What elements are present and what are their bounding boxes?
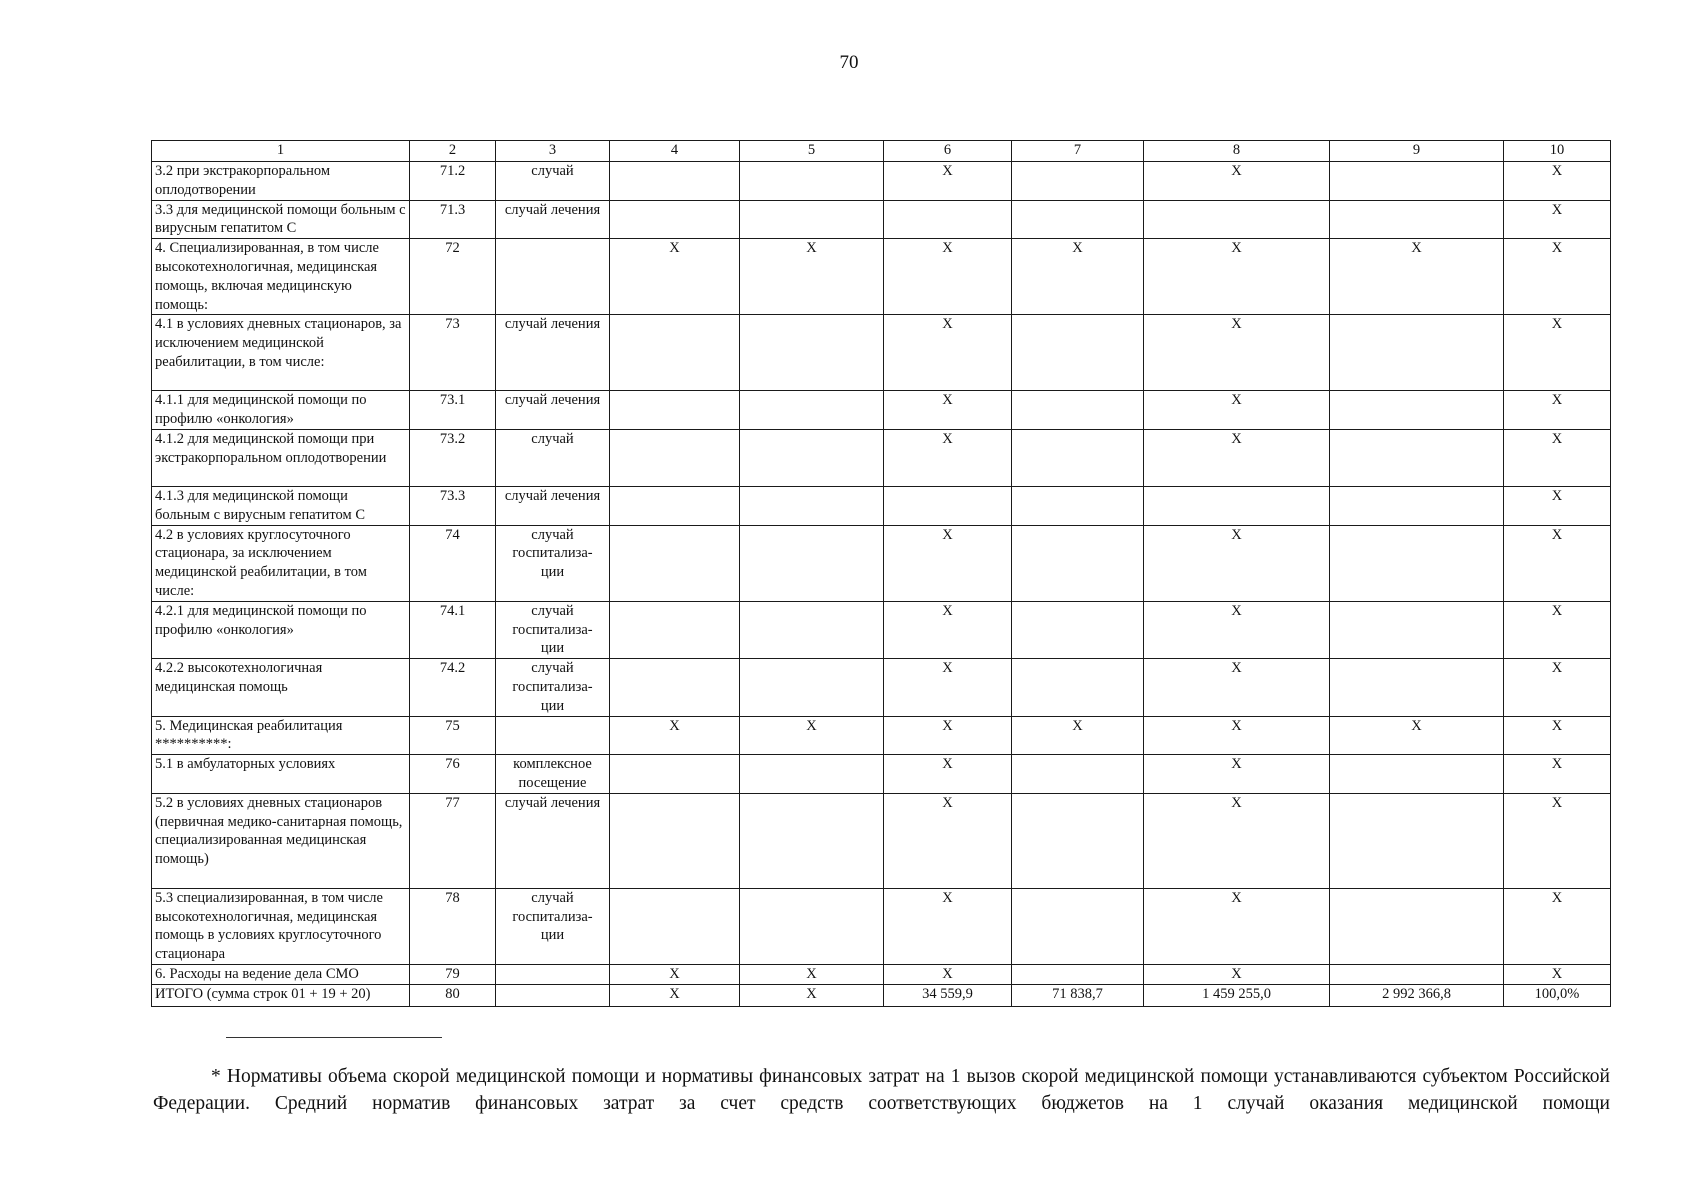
- cell-col-8: Х: [1144, 964, 1330, 984]
- cell-col-4: Х: [610, 964, 740, 984]
- cell-col-8: Х: [1144, 391, 1330, 430]
- col-header-2: 2: [410, 141, 496, 162]
- row-unit: случай госпитализа- ции: [496, 525, 610, 601]
- cell-col-4: [610, 315, 740, 391]
- cell-col-8: Х: [1144, 429, 1330, 486]
- cell-col-7: [1012, 755, 1144, 794]
- table-row: [152, 315, 1611, 391]
- cell-col-5: [740, 429, 884, 486]
- cell-col-4: [610, 888, 740, 964]
- total-col-7: 71 838,7: [1012, 984, 1144, 1006]
- cell-col-6: Х: [884, 429, 1012, 486]
- total-col-9: 2 992 366,8: [1330, 984, 1504, 1006]
- cell-col-9: [1330, 793, 1504, 888]
- table-body: [152, 162, 1611, 1007]
- row-label: 4.1.2 для медицинской помощи при экстракорпоральном оплодотворении: [152, 429, 410, 486]
- cell-col-9: [1330, 429, 1504, 486]
- cell-col-4: [610, 162, 740, 201]
- row-unit: случай госпитализа- ции: [496, 888, 610, 964]
- cell-col-6: Х: [884, 755, 1012, 794]
- cell-col-7: [1012, 429, 1144, 486]
- cell-col-7: [1012, 200, 1144, 239]
- row-label: 5.2 в условиях дневных стационаров (первичная медико-санитарная помощь, специализированная медицинская помощь): [152, 793, 410, 888]
- total-col-10: 100,0%: [1504, 984, 1611, 1006]
- row-code: 73.3: [410, 486, 496, 525]
- total-row: [152, 984, 1611, 1006]
- cell-col-6: Х: [884, 239, 1012, 315]
- col-header-10: 10: [1504, 141, 1611, 162]
- cell-col-8: Х: [1144, 162, 1330, 201]
- cell-col-10: Х: [1504, 315, 1611, 391]
- cell-col-8: Х: [1144, 659, 1330, 716]
- row-label: 4.2.2 высокотехнологичная медицинская помощь: [152, 659, 410, 716]
- cell-col-9: [1330, 601, 1504, 658]
- cell-col-6: Х: [884, 525, 1012, 601]
- table-row: [152, 391, 1611, 430]
- cell-col-5: [740, 391, 884, 430]
- total-col-5: Х: [740, 984, 884, 1006]
- cell-col-9: [1330, 755, 1504, 794]
- cell-col-7: [1012, 391, 1144, 430]
- cell-col-10: Х: [1504, 755, 1611, 794]
- cell-col-7: [1012, 525, 1144, 601]
- cell-col-9: [1330, 200, 1504, 239]
- cell-col-10: Х: [1504, 525, 1611, 601]
- row-unit: случай лечения: [496, 315, 610, 391]
- cell-col-5: [740, 315, 884, 391]
- row-unit: случай: [496, 162, 610, 201]
- table-row: [152, 888, 1611, 964]
- cell-col-6: Х: [884, 888, 1012, 964]
- cell-col-6: Х: [884, 659, 1012, 716]
- row-code: 74.1: [410, 601, 496, 658]
- row-code: 73.2: [410, 429, 496, 486]
- row-code: 72: [410, 239, 496, 315]
- table-row: [152, 525, 1611, 601]
- cell-col-7: [1012, 486, 1144, 525]
- total-code: 80: [410, 984, 496, 1006]
- row-code: 71.3: [410, 200, 496, 239]
- cell-col-4: [610, 200, 740, 239]
- cell-col-8: Х: [1144, 525, 1330, 601]
- cell-col-6: Х: [884, 315, 1012, 391]
- cell-col-9: Х: [1330, 716, 1504, 755]
- cell-col-10: Х: [1504, 964, 1611, 984]
- cell-col-4: [610, 755, 740, 794]
- cell-col-8: [1144, 200, 1330, 239]
- col-header-8: 8: [1144, 141, 1330, 162]
- row-code: 76: [410, 755, 496, 794]
- table-row: [152, 601, 1611, 658]
- cell-col-8: Х: [1144, 888, 1330, 964]
- table-row: [152, 486, 1611, 525]
- cell-col-8: Х: [1144, 601, 1330, 658]
- cell-col-6: Х: [884, 391, 1012, 430]
- row-label: 5.1 в амбулаторных условиях: [152, 755, 410, 794]
- cell-col-6: [884, 486, 1012, 525]
- cell-col-6: Х: [884, 162, 1012, 201]
- cell-col-6: [884, 200, 1012, 239]
- column-number-row: [152, 141, 1611, 162]
- row-label: 4.2.1 для медицинской помощи по профилю «онкология»: [152, 601, 410, 658]
- cell-col-6: Х: [884, 964, 1012, 984]
- row-code: 74: [410, 525, 496, 601]
- table-row: [152, 239, 1611, 315]
- row-unit: случай лечения: [496, 486, 610, 525]
- cell-col-9: [1330, 525, 1504, 601]
- row-unit: [496, 716, 610, 755]
- footnote: [153, 1063, 1610, 1117]
- cell-col-9: [1330, 659, 1504, 716]
- row-label: 5. Медицинская реабилитация **********:: [152, 716, 410, 755]
- cell-col-5: [740, 525, 884, 601]
- cell-col-7: [1012, 964, 1144, 984]
- table-row: [152, 716, 1611, 755]
- row-label: 4.1 в условиях дневных стационаров, за исключением медицинской реабилитации, в том числе:: [152, 315, 410, 391]
- cell-col-4: [610, 391, 740, 430]
- cell-col-5: Х: [740, 239, 884, 315]
- row-label: 4.2 в условиях круглосуточного стационара, за исключением медицинской реабилитации, в том числе:: [152, 525, 410, 601]
- cell-col-7: Х: [1012, 239, 1144, 315]
- cell-col-9: [1330, 391, 1504, 430]
- col-header-3: 3: [496, 141, 610, 162]
- cell-col-10: Х: [1504, 391, 1611, 430]
- cell-col-4: [610, 601, 740, 658]
- cell-col-4: [610, 429, 740, 486]
- cell-col-9: [1330, 162, 1504, 201]
- cell-col-10: Х: [1504, 239, 1611, 315]
- cell-col-7: [1012, 888, 1144, 964]
- cell-col-6: Х: [884, 793, 1012, 888]
- cell-col-5: [740, 200, 884, 239]
- cell-col-7: [1012, 162, 1144, 201]
- total-unit: [496, 984, 610, 1006]
- cell-col-7: [1012, 793, 1144, 888]
- cell-col-10: Х: [1504, 601, 1611, 658]
- cell-col-7: [1012, 601, 1144, 658]
- cell-col-9: [1330, 888, 1504, 964]
- row-code: 77: [410, 793, 496, 888]
- row-label: 6. Расходы на ведение дела СМО: [152, 964, 410, 984]
- row-code: 75: [410, 716, 496, 755]
- cell-col-6: Х: [884, 716, 1012, 755]
- row-unit: [496, 964, 610, 984]
- row-unit: комплексное посещение: [496, 755, 610, 794]
- cell-col-10: Х: [1504, 162, 1611, 201]
- cell-col-5: [740, 486, 884, 525]
- footnote-separator: [226, 1037, 442, 1038]
- total-col-8: 1 459 255,0: [1144, 984, 1330, 1006]
- row-code: 79: [410, 964, 496, 984]
- row-code: 73.1: [410, 391, 496, 430]
- row-code: 74.2: [410, 659, 496, 716]
- cell-col-10: Х: [1504, 486, 1611, 525]
- table-row: [152, 659, 1611, 716]
- col-header-1: 1: [152, 141, 410, 162]
- cell-col-8: Х: [1144, 716, 1330, 755]
- cell-col-7: Х: [1012, 716, 1144, 755]
- row-unit: случай лечения: [496, 200, 610, 239]
- table-row: [152, 429, 1611, 486]
- cell-col-8: Х: [1144, 793, 1330, 888]
- cell-col-4: Х: [610, 716, 740, 755]
- row-label: 3.3 для медицинской помощи больным с вирусным гепатитом С: [152, 200, 410, 239]
- table-row: [152, 964, 1611, 984]
- row-code: 78: [410, 888, 496, 964]
- cell-col-4: [610, 486, 740, 525]
- cell-col-10: Х: [1504, 716, 1611, 755]
- row-label: 3.2 при экстракорпоральном оплодотворении: [152, 162, 410, 201]
- total-col-6: 34 559,9: [884, 984, 1012, 1006]
- table-row: [152, 200, 1611, 239]
- table-row: [152, 793, 1611, 888]
- cell-col-5: [740, 888, 884, 964]
- cell-col-9: [1330, 315, 1504, 391]
- row-label: 4.1.1 для медицинской помощи по профилю «онкология»: [152, 391, 410, 430]
- footnote-text: * Нормативы объема скорой медицинской помощи и нормативы финансовых затрат на 1 вызов скорой медицинской помощи устанавливаются субъектом Российской Федерации. Средний норматив финансовых затрат за счет средств соответствующих бюджетов на 1 случай оказания медицинской помощи: [153, 1066, 1610, 1114]
- cell-col-7: [1012, 659, 1144, 716]
- row-unit: случай госпитализа- ции: [496, 659, 610, 716]
- cell-col-4: [610, 525, 740, 601]
- normative-table: [151, 140, 1611, 1007]
- col-header-4: 4: [610, 141, 740, 162]
- col-header-6: 6: [884, 141, 1012, 162]
- cell-col-9: [1330, 486, 1504, 525]
- cell-col-10: Х: [1504, 200, 1611, 239]
- cell-col-4: Х: [610, 239, 740, 315]
- cell-col-10: Х: [1504, 793, 1611, 888]
- cell-col-5: [740, 755, 884, 794]
- cell-col-8: [1144, 486, 1330, 525]
- table-row: [152, 162, 1611, 201]
- page-number: 70: [839, 52, 859, 73]
- row-unit: случай лечения: [496, 391, 610, 430]
- cell-col-4: [610, 793, 740, 888]
- cell-col-5: [740, 659, 884, 716]
- cell-col-10: Х: [1504, 429, 1611, 486]
- row-label: 4.1.3 для медицинской помощи больным с вирусным гепатитом С: [152, 486, 410, 525]
- cell-col-5: Х: [740, 964, 884, 984]
- cell-col-8: Х: [1144, 755, 1330, 794]
- col-header-5: 5: [740, 141, 884, 162]
- total-label: ИТОГО (сумма строк 01 + 19 + 20): [152, 984, 410, 1006]
- cell-col-5: [740, 793, 884, 888]
- cell-col-5: Х: [740, 716, 884, 755]
- col-header-7: 7: [1012, 141, 1144, 162]
- cell-col-9: Х: [1330, 239, 1504, 315]
- cell-col-4: [610, 659, 740, 716]
- cell-col-5: [740, 601, 884, 658]
- cell-col-7: [1012, 315, 1144, 391]
- cell-col-8: Х: [1144, 315, 1330, 391]
- cell-col-8: Х: [1144, 239, 1330, 315]
- cell-col-9: [1330, 964, 1504, 984]
- row-label: 4. Специализированная, в том числе высокотехнологичная, медицинская помощь, включая медицинскую помощь:: [152, 239, 410, 315]
- table-row: [152, 755, 1611, 794]
- row-unit: случай лечения: [496, 793, 610, 888]
- cell-col-10: Х: [1504, 888, 1611, 964]
- row-unit: случай госпитализа- ции: [496, 601, 610, 658]
- row-label: 5.3 специализированная, в том числе высокотехнологичная, медицинская помощь в условиях круглосуточного стационара: [152, 888, 410, 964]
- cell-col-10: Х: [1504, 659, 1611, 716]
- row-unit: [496, 239, 610, 315]
- row-unit: случай: [496, 429, 610, 486]
- cell-col-6: Х: [884, 601, 1012, 658]
- row-code: 71.2: [410, 162, 496, 201]
- cell-col-5: [740, 162, 884, 201]
- row-code: 73: [410, 315, 496, 391]
- total-col-4: Х: [610, 984, 740, 1006]
- col-header-9: 9: [1330, 141, 1504, 162]
